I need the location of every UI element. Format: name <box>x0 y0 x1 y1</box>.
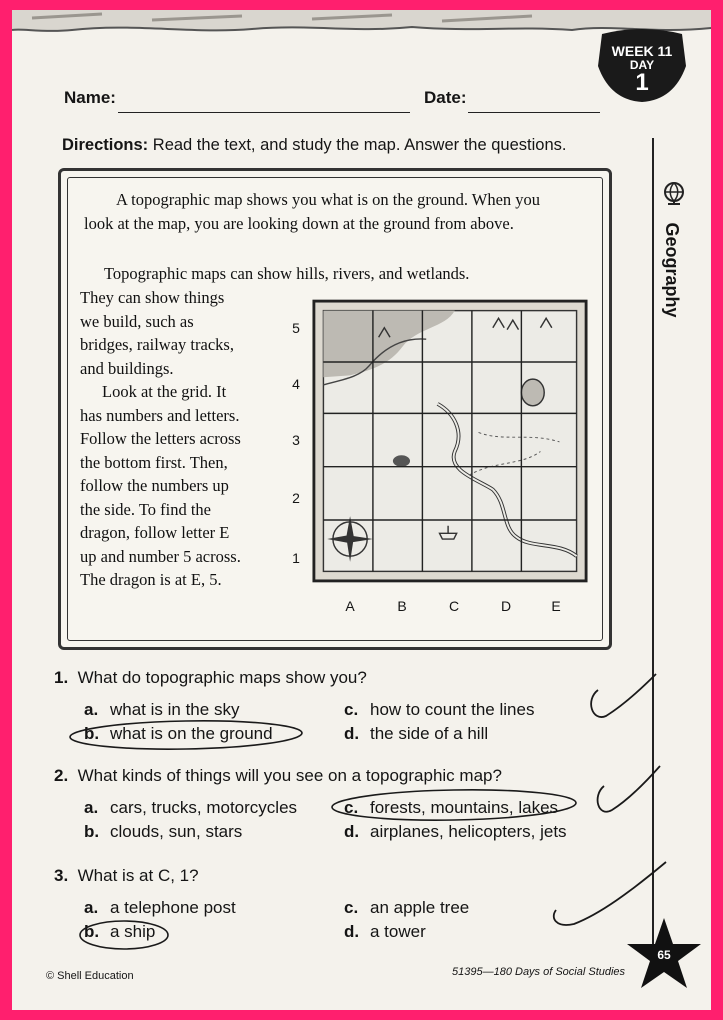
q3-option-b[interactable]: b. a ship <box>84 922 156 941</box>
question-2 <box>54 766 502 786</box>
passage-line: and buildings. <box>80 358 174 378</box>
map-row-label: 4 <box>292 376 300 392</box>
passage-line: Follow the letters across <box>80 429 241 448</box>
map-column-label: B <box>397 598 407 614</box>
passage-line: bridges, railway tracks, <box>80 335 234 354</box>
subject-label: Geography <box>662 222 682 318</box>
directions <box>62 136 566 155</box>
passage-paragraph-1: A topographic map shows you what is on the ground. When you look at the map, you are looking down at the ground from above. <box>84 190 541 233</box>
map-row-label: 2 <box>292 490 300 506</box>
book-title: 51395—180 Days of Social Studies <box>452 966 626 978</box>
q1-option-b[interactable]: b. what is on the ground <box>84 724 273 743</box>
map-row-label: 5 <box>292 320 300 336</box>
passage-line: dragon, follow letter E <box>80 523 230 542</box>
map-column-label: D <box>500 598 512 614</box>
passage-line: up and number 5 across. <box>80 546 241 566</box>
q2-option-a[interactable]: a. cars, trucks, motorcycles <box>84 798 298 817</box>
directions-label: Directions: <box>62 136 149 154</box>
passage-line: has numbers and letters. <box>80 405 240 425</box>
question-number: 3. <box>54 866 69 885</box>
topographic-map <box>312 296 588 586</box>
passage-line: the side. To find the <box>80 499 211 519</box>
passage-line: The dragon is at E, 5. <box>80 570 222 589</box>
question-3 <box>54 866 199 886</box>
passage-paragraph-2-intro: Topographic maps can show hills, rivers, and wetlands. <box>104 264 470 283</box>
day-number: 1 <box>635 69 649 96</box>
page-number-badge <box>626 916 702 992</box>
subject-tab <box>648 180 692 340</box>
publisher-credit: © Shell Education <box>46 970 134 982</box>
week-label: WEEK 11 <box>611 43 673 59</box>
directions-text: Read the text, and study the map. Answer the questions. <box>152 136 567 154</box>
q1-option-d[interactable]: d. the side of a hill <box>344 724 489 743</box>
map-column-label: A <box>345 598 355 614</box>
passage-line: we build, such as <box>80 311 194 331</box>
q1-option-c[interactable]: c. how to count the lines <box>344 700 535 719</box>
name-field[interactable] <box>118 112 410 113</box>
question-text: What kinds of things will you see on a topographic map? <box>77 766 502 785</box>
question-text: What is at C, 1? <box>77 866 199 885</box>
q2-option-c[interactable]: c. forests, mountains, lakes <box>344 798 559 817</box>
q2-option-b[interactable]: b. clouds, sun, stars <box>84 822 243 841</box>
name-label: Name: <box>64 88 116 107</box>
q3-option-a[interactable]: a. a telephone post <box>84 898 236 917</box>
q3-option-d[interactable]: d. a tower <box>344 922 426 941</box>
day-label: DAY <box>629 58 655 72</box>
passage-line: the bottom first. Then, <box>80 452 228 472</box>
passage-column <box>80 286 280 592</box>
week-day-badge <box>594 26 690 104</box>
question-number: 1. <box>54 668 69 687</box>
map-column-label: C <box>448 598 460 614</box>
q1-option-a[interactable]: a. what is in the sky <box>84 700 240 719</box>
map-row-label: 3 <box>292 432 300 448</box>
page-number: 65 <box>657 948 671 962</box>
passage-line: follow the numbers up <box>80 476 229 495</box>
question-1 <box>54 668 367 688</box>
question-number: 2. <box>54 766 69 785</box>
passage-line: Look at the grid. It <box>102 382 227 401</box>
question-text: What do topographic maps show you? <box>77 668 367 687</box>
date-label: Date: <box>424 88 467 107</box>
date-field[interactable] <box>468 112 600 113</box>
map-column-label: E <box>551 598 561 614</box>
q3-option-c[interactable]: c. an apple tree <box>344 898 470 917</box>
passage-line: They can show things <box>80 288 225 307</box>
map-row-label: 1 <box>292 550 300 566</box>
q2-option-d[interactable]: d. airplanes, helicopters, jets <box>344 822 567 841</box>
